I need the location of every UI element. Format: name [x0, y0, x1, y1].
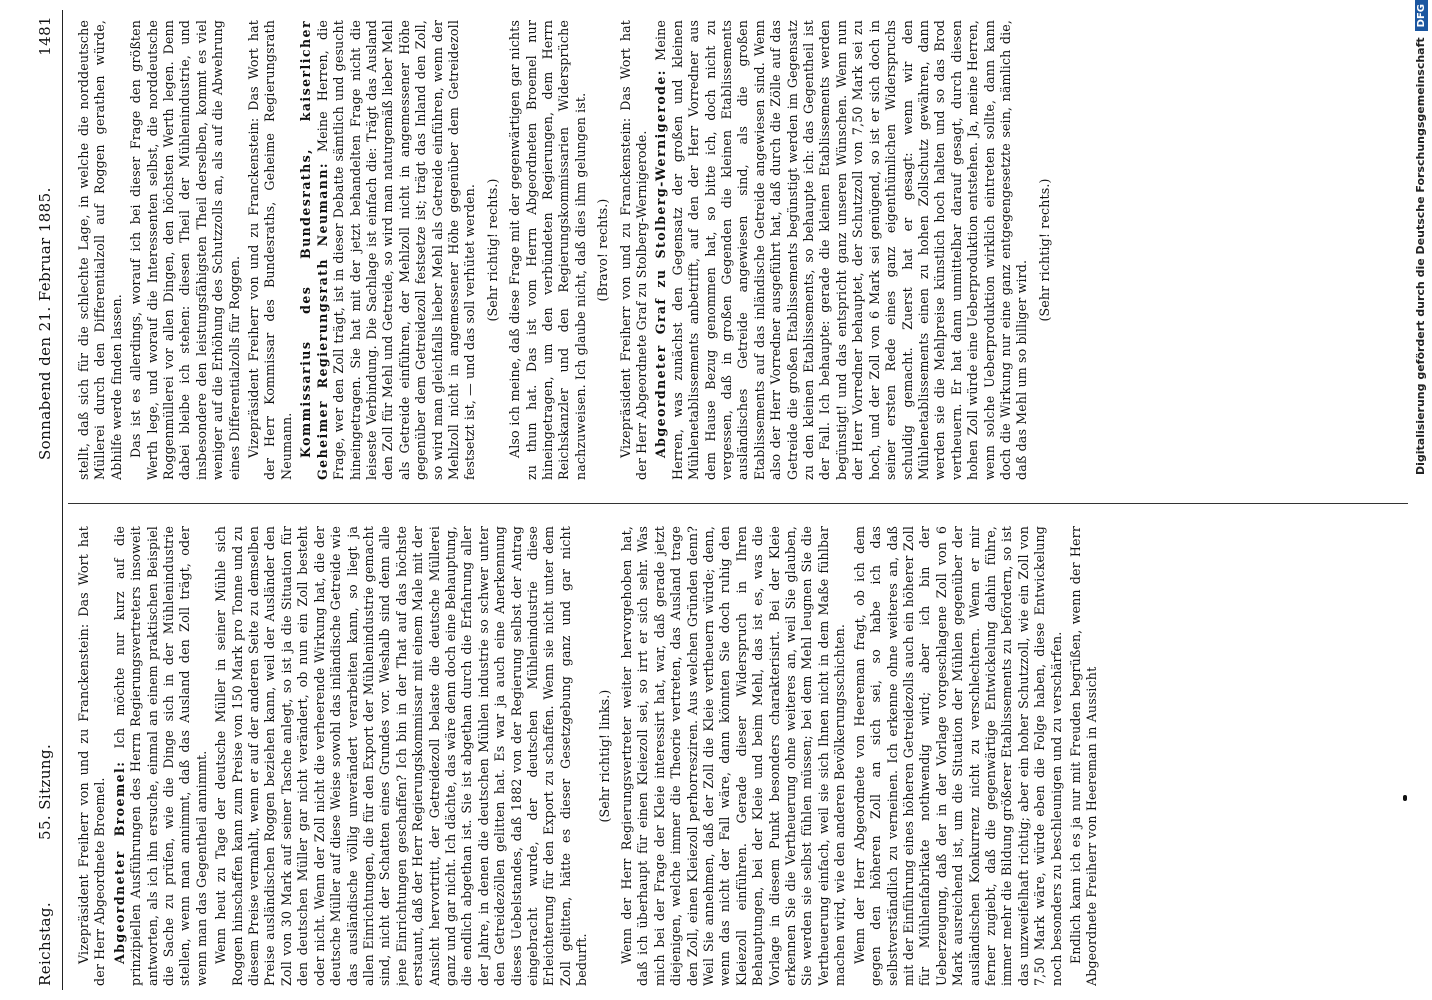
digitization-sidebar	[1410, 0, 1432, 1000]
speaker-name: Kommissarius des Bundesraths, kaiserlicher Geheimer Regierungsrath Neumann:	[298, 20, 330, 480]
ink-speck	[1403, 795, 1407, 801]
paragraph: Das ist es allerdings, worauf ich bei dieser Frage den größten Werth lege, und worauf die Interessenten selbst, die norddeutsche Roggenmüllerei vor allen Dingen, den höchsten Werth legen. Denn dabei bleibe ich stehen: diesen Theil der Mühlenindustrie, und insbesondere den leistungsfähigsten Theil derselben, kommt es viel weniger auf die Erhöhung des Schutzzolls an, als auf die Abwehrung eines Differentialzolls für Roggen.	[128, 20, 242, 480]
header-publication: Reichstag.	[36, 901, 54, 986]
paragraph: Vizepräsident Freiherr von und zu Franckenstein: Das Wort hat der Herr Kommissar des Bundesraths, Geheime Regierungsrath Neumann.	[246, 20, 294, 480]
speech-text: Meine Herren, was zunächst den Gegensatz der großen und kleinen Mühlenetablissements anbetrifft, auf den der Herr Vorredner aus dem Hause Bezug genommen hat, so bitte ich, doch nicht zu vergessen, daß in großen Gegenden die kleinen Etablissements ausländisches Getreide angewiesen sind, als die großen Etablissements auf das inländische Getreide angewiesen sind. Wenn also der Herr Vorredner ausgeführt hat, daß durch die Zölle auf das Getreide die großen Etablissements begünstigt werden im Gegensatz zu den kleinen Etablissements, so behaupte ich: das Gegentheil ist der Fall. Ich behaupte: gerade die kleinen Etablissements werden begünstigt! und das entspricht ganz unseren Wünschen. Wenn nun der Herr Vorredner behauptet, der Schutzzoll von 7,50 Mark sei zu hoch, und der Zoll von 6 Mark sei genügend, so ist er sich doch in seiner ersten Rede eines ganz eigenthümlichen Widerspruchs schuldig gemacht. Zuerst hat er gesagt: wenn wir den Mühlenetablissements einen zu hohen Zollschutz gewähren, dann werden sie die Mehlpreise künstlich hoch halten und so das Brod vertheuern. Er hat dann unmittelbar darauf gesagt, durch diesen hohen Zoll würde eine Ueberproduktion entstehen. Ja, meine Herren, wenn solche Ueberproduktion wirklich eintreten sollte, dann kann doch die Wirkung nur eine ganz entgegengesetzte sein, nämlich die, daß das Mehl um so billiger wird.	[653, 20, 1030, 480]
page-header	[28, 10, 63, 990]
left-column	[76, 526, 1406, 986]
speaker-name: Abgeordneter Graf zu Stolberg-Wernigerode:	[653, 69, 669, 458]
paragraph: stellt, daß sich für die schlechte Lage, in welche die norddeutsche Müllerei durch den Differentialzoll auf Roggen gerathen würde, Abhilfe werde finden lassen.	[76, 20, 124, 480]
applause-note: (Bravo! rechts.)	[595, 198, 611, 302]
applause-note: (Sehr richtig! rechts.)	[1036, 178, 1052, 322]
applause-note: (Sehr richtig! links.)	[596, 689, 612, 823]
speech-text: Meine Herren, die Frage, wer den Zoll trägt, ist in dieser Debatte sämtlich und gesucht hineingetragen. Sie hat mit der jetzt behandelten Frage nicht die leiseste Verbindung. Die Sachlage ist einfach die: Trägt das Ausland den Zoll für Mehl und Getreide, so wird man naturgemäß lieber Mehl als Getreide einführen, der Mehlzoll nicht in angemessener Höhe gegenüber dem Getreidezoll festsetze ist; trägt das Inland den Zoll, so wird man gleichfalls lieber Mehl als Getreide einführen, wenn der Mehlzoll nicht in angemessener Höhe gegenüber dem Getreidezoll festsetzt ist, — und das soll verhütet werden.	[314, 20, 478, 480]
column-divider	[68, 503, 1408, 504]
paragraph: Wenn der Herr Abgeordnete von Heereman fragt, ob ich dem gegen den höheren Zoll an sich sei, so habe ich das selbstverständlich zu verneinen. Ich erkenne ohne weiteres an, daß mit der Einführung eines höheren Getreidezolls auch ein höherer Zoll für Mühlenfabrikate nothwendig wird; aber ich bin der Ueberzeugung, daß der in der Vorlage vorgeschlagene Zoll von 6 Mark ausreichend ist, um die Situation der Mühlen gegenüber der ausländischen Konkurrenz nicht zu verschlechtern. Wenn er mir ferner zugiebt, daß die gegenwärtige Entwickelung dahin führe, immer mehr die Bildung größerer Etablissements zu befördern, so ist das unzweifelhaft richtig; aber ein hoher Schutzzoll, wie ein Zoll von 7,50 Mark wäre, würde eben die Folge haben, diese Entwickelung noch besonders zu beschleunigen und zu verschärfen.	[851, 526, 1064, 986]
header-page-number: 1481	[36, 16, 54, 56]
rotated-page-content	[28, 10, 1413, 990]
digitization-credit-text: Digitalisierung gefördert durch die Deutsche Forschungsgemeinschaft	[1414, 37, 1427, 476]
paragraph	[298, 20, 478, 480]
paragraph	[653, 20, 1030, 480]
paragraph: Vizepräsident Freiherr von und zu Franckenstein: Das Wort hat der Herr Abgeordnete Graf zu Stolberg-Wernigerode.	[617, 20, 649, 480]
header-date: Sonnabend den 21. Februar 1885.	[36, 187, 54, 460]
applause-note: (Sehr richtig! rechts.)	[484, 178, 500, 322]
speech-text: Ich möchte nur kurz auf die prinzipiellen Ausführungen des Herrn Regierungsvertreters insoweit antworten, als ich ihn ersuche, einmal an einem praktischen Beispiel die Sache zu prüfen, wie die Dinge sich in der Mühlenindustrie stellen, wenn man annimmt, daß das Ausland den Zoll trägt, oder wenn man das Gegentheil annimmt.	[111, 526, 209, 986]
paragraph	[112, 526, 210, 986]
newspaper-page	[28, 10, 1413, 990]
paragraph: Vizepräsident Freiherr von und zu Franckenstein: Das Wort hat der Herr Abgeordnete Broemel.	[76, 526, 108, 986]
paragraph: Wenn heut zu Tage der deutsche Müller in seiner Mühle sich Roggen hinschaffen kann zum Preise von 150 Mark pro Tonne und zu diesem Preise vermahlt, wenn er auf der anderen Seite zu demselben Preise ausländischen Roggen beziehen kann, weil der Ausländer den Zoll von 30 Mark auf seiner Tasche anlegt, so ist ja die Situation für den deutschen Müller gar nicht verändert, ob nun ein Zoll besteht oder nicht. Wenn der Zoll nicht die verheerende Wirkung hat, die der deutsche Müller auf diese Weise sowohl das inländische Getreide wie das ausländische völlig unverändert verarbeiten kann, so liegt ja allen Einrichtungen, die für den Export der Mühlenindustrie gemacht sind, nicht der Schatten eines Grundes vor. Weshalb sind denn alle jene Einrichtungen geschaffen? Ich bin in der That auf das höchste erstaunt, daß der Herr Regierungskommissar mit einem Male mit der Ansicht hervortritt, der Getreidezoll belaste die deutsche Müllerei ganz und gar nicht. Ich dächte, das wäre denn doch eine Behauptung, die endlich abgethan ist. Sie ist abgethan durch die Erfahrung aller der Jahre, in denen die deutschen Mühlen industrie so schwer unter den Getreidezöllen gelitten hat. Es war ja auch eine Anerkennung dieses Uebelstandes, daß 1882 von der Regierung selbst der Antrag eingebracht wurde, der deutschen Mühlenindustrie diese Erleichterung für den Export zu schaffen. Wenn sie nicht unter dem Zoll gelitten, hätte es dieser Gesetzgebung ganz und gar nicht bedurft.	[213, 526, 590, 986]
digitization-credit	[1414, 0, 1430, 994]
header-session: 55. Sitzung.	[36, 743, 54, 840]
dfg-logo: DFG	[1415, 0, 1428, 31]
paragraph: Wenn der Herr Regierungsvertreter weiter hervorgehoben hat, daß ich überhaupt für einen Kleiezoll sei, so irrt er sich sehr. Was mich bei der Frage der Kleie interessirt hat, war, daß gerade jetzt diejenigen, welche immer die Theorie vertreten, das Ausland trage den Zoll, einen Kleiezoll perhorresziren. Aus welchen Gründen denn? Weil Sie annehmen, daß der Zoll die Kleie vertheuern würde; denn, wenn das nicht der Fall wäre, dann könnten Sie doch ruhig den Kleiezoll einführen. Gerade dieser Widerspruch in Ihren Behauptungen, bei der Kleie und beim Mehl, das ist es, was die Vorlage in diesem Punkt besonders charakterisirt. Bei der Kleie erkennen Sie die Vertheuerung ohne weiteres an, weil Sie glauben, Sie werden sie selbst fühlen müssen; bei dem Mehl leugnen Sie die Vertheuerung einfach, weil sie sich Ihnen nicht in dem Maße fühlbar machen wird, wie den anderen Bevölkerungsschichten.	[619, 526, 848, 986]
speaker-name: Abgeordneter Broemel:	[111, 760, 127, 964]
right-column	[76, 20, 1406, 480]
paragraph: Also ich meine, daß diese Frage mit der gegenwärtigen gar nichts zu thun hat. Das ist vom Herrn Abgeordneten Broemel nur hineingetragen, um den verbündeten Regierungen, dem Herrn Reichskanzler und den Regierungskommissarien Widersprüche nachzuweisen. Ich glaube nicht, daß dies ihm gelungen ist.	[507, 20, 588, 480]
paragraph: Endlich kann ich es ja nur mit Freuden begrüßen, wenn der Herr Abgeordnete Freiherr von Heereman in Aussicht	[1067, 526, 1100, 986]
